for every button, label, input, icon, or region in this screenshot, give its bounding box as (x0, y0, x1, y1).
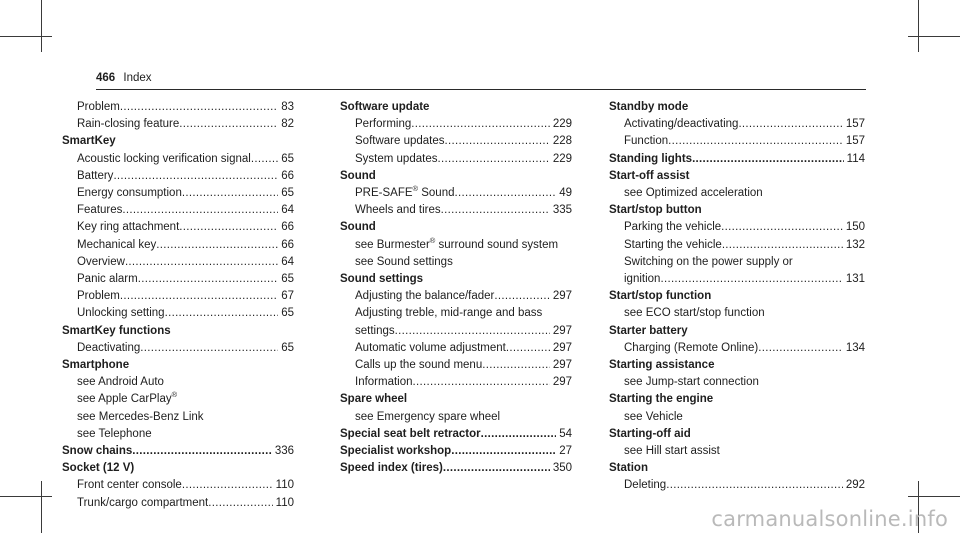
page-reference[interactable]: 66 (281, 238, 294, 251)
crop-mark (0, 496, 52, 497)
entry-text: Standing lights (609, 152, 693, 165)
index-subentry (340, 374, 572, 391)
index-subentry (609, 443, 865, 460)
index-subentry (62, 116, 294, 133)
index-subentry (62, 477, 294, 494)
dot-leader (182, 185, 278, 202)
index-subentry (609, 237, 865, 254)
page-reference[interactable]: 65 (281, 152, 294, 165)
page-reference[interactable]: 64 (281, 255, 294, 268)
page-title: Index (123, 72, 152, 84)
entry-text: Battery (77, 169, 114, 182)
entry-text: Panic alarm (77, 273, 138, 286)
entry-text: Front center console (77, 479, 182, 492)
header-rule (96, 89, 866, 90)
page-reference[interactable]: 150 (845, 221, 865, 234)
entry-text: Mechanical key (77, 238, 157, 251)
index-subentry (62, 168, 294, 185)
entry-text: ignition (624, 273, 661, 286)
entry-text: Activating/deactivating (624, 118, 739, 131)
dot-leader (140, 340, 278, 357)
entry-text: Information (355, 376, 413, 389)
entry-text: Starting the vehicle (624, 238, 722, 251)
entry-text: Spare wheel (340, 393, 408, 406)
dot-leader (125, 254, 278, 271)
index-heading (609, 202, 865, 219)
index-subentry (609, 219, 865, 236)
index-subentry (62, 288, 294, 305)
entry-text: Start/stop button (609, 204, 702, 217)
index-subentry (340, 305, 572, 322)
entry-text: Unlocking setting (77, 307, 165, 320)
entry-text: see Apple CarPlay® (77, 390, 178, 406)
index-heading (62, 323, 294, 340)
page-reference[interactable]: 82 (281, 118, 294, 131)
dot-leader (156, 237, 278, 254)
index-heading (609, 391, 865, 408)
index-heading (340, 426, 572, 443)
index-subentry (62, 374, 294, 391)
index-subentry (62, 99, 294, 116)
index-heading (62, 443, 294, 460)
dot-leader (437, 151, 549, 168)
entry-text: Snow chains (62, 445, 133, 458)
index-heading (340, 168, 572, 185)
dot-leader (251, 151, 278, 168)
index-subentry (62, 409, 294, 426)
index-heading (609, 288, 865, 305)
index-subentry (609, 340, 865, 357)
entry-text: see Vehicle (624, 410, 683, 423)
dot-leader (179, 116, 278, 133)
entry-text: Deleting (624, 479, 667, 492)
entry-text: Sound (340, 221, 376, 234)
index-column-1 (62, 99, 294, 512)
dot-leader (395, 323, 550, 340)
dot-leader (138, 271, 278, 288)
entry-text: Parking the vehicle (624, 221, 722, 234)
page-reference[interactable]: 297 (552, 341, 572, 354)
entry-text: Overview (77, 255, 125, 268)
page-reference[interactable]: 65 (281, 187, 294, 200)
page-number: 466 (96, 72, 116, 84)
page-reference[interactable]: 132 (845, 238, 865, 251)
page-reference[interactable]: 297 (552, 376, 572, 389)
page-reference[interactable]: 49 (559, 187, 572, 200)
index-subentry (340, 185, 572, 202)
entry-text: see ECO start/stop function (624, 307, 765, 320)
entry-text: Special seat belt retractor (340, 427, 481, 440)
entry-text: Performing (355, 118, 412, 131)
entry-text: Function (624, 135, 669, 148)
entry-text: Deactivating (77, 341, 141, 354)
index-subentry (62, 237, 294, 254)
entry-text: Sound settings (340, 273, 424, 286)
index-heading (340, 219, 572, 236)
page-reference[interactable]: 64 (281, 204, 294, 217)
dot-leader (455, 185, 557, 202)
index-heading (340, 99, 572, 116)
index-subentry (62, 185, 294, 202)
page-reference[interactable]: 229 (552, 118, 572, 131)
entry-text: Starting the engine (609, 393, 714, 406)
index-column-3 (609, 99, 865, 495)
page-reference[interactable]: 54 (559, 427, 572, 440)
page-reference[interactable]: 114 (846, 152, 865, 165)
page-reference[interactable]: 65 (281, 273, 294, 286)
entry-text: see Optimized acceleration (624, 187, 763, 200)
entry-text: Switching on the power supply or (624, 255, 793, 268)
dot-leader (182, 477, 273, 494)
index-subentry (62, 426, 294, 443)
index-subentry (62, 340, 294, 357)
dot-leader (506, 340, 550, 357)
crop-mark (41, 0, 42, 52)
index-subentry (62, 254, 294, 271)
page-reference[interactable]: 228 (552, 135, 572, 148)
dot-leader (481, 426, 557, 443)
watermark: carmanualsonline.info (711, 507, 948, 531)
entry-text: Rain-closing feature (77, 118, 180, 131)
crop-mark (908, 496, 960, 497)
dot-leader (660, 271, 842, 288)
index-heading (340, 460, 572, 477)
index-heading (609, 323, 865, 340)
dot-leader (451, 443, 556, 460)
entry-text: see Android Auto (77, 376, 164, 389)
page-reference[interactable]: 297 (552, 290, 572, 303)
page-reference[interactable]: 297 (552, 359, 572, 372)
page-reference[interactable]: 157 (845, 135, 865, 148)
entry-text: Key ring attachment (77, 221, 180, 234)
index-subentry (62, 271, 294, 288)
dot-leader (132, 443, 272, 460)
entry-text: Smartphone (62, 359, 130, 372)
page-reference[interactable]: 297 (552, 324, 572, 337)
dot-leader (668, 133, 843, 150)
index-subentry (62, 219, 294, 236)
entry-text: see Emergency spare wheel (355, 410, 501, 423)
index-subentry (340, 116, 572, 133)
index-column-2 (340, 99, 572, 477)
index-subentry (340, 323, 572, 340)
index-subentry (609, 116, 865, 133)
index-subentry (340, 288, 572, 305)
dot-leader (721, 219, 843, 236)
index-subentry (340, 151, 572, 168)
index-heading (609, 168, 865, 185)
dot-leader (692, 151, 844, 168)
entry-text: Specialist workshop (340, 445, 452, 458)
dot-leader (411, 116, 550, 133)
entry-text: PRE-SAFE® Sound (355, 184, 455, 200)
entry-text: see Jump-start connection (624, 376, 759, 389)
index-subentry (609, 185, 865, 202)
entry-text: Features (77, 204, 123, 217)
dot-leader (482, 357, 550, 374)
dot-leader (494, 288, 549, 305)
index-subentry (62, 391, 294, 408)
index-heading (609, 426, 865, 443)
entry-text: Energy consumption (77, 187, 182, 200)
entry-text: Adjusting treble, mid-range and bass (355, 307, 543, 320)
dot-leader (441, 202, 550, 219)
index-subentry (609, 477, 865, 494)
page-reference[interactable]: 157 (845, 118, 865, 131)
dot-leader (179, 219, 278, 236)
entry-text: Sound (340, 169, 376, 182)
index-subentry (609, 271, 865, 288)
dot-leader (113, 168, 278, 185)
dot-leader (208, 495, 272, 512)
entry-text: Acoustic locking verification signal (77, 152, 251, 165)
entry-text: Standby mode (609, 101, 689, 113)
crop-mark (908, 36, 960, 37)
page-reference[interactable]: 67 (281, 290, 294, 303)
page-reference[interactable]: 131 (845, 273, 865, 286)
entry-text: Station (609, 462, 648, 475)
page-reference[interactable]: 336 (274, 445, 294, 458)
page-reference[interactable]: 350 (552, 462, 572, 475)
index-subentry (609, 374, 865, 391)
index-heading (609, 99, 865, 116)
entry-text: Start-off assist (609, 169, 690, 182)
page-reference[interactable]: 83 (281, 101, 294, 113)
entry-text: Starter battery (609, 324, 688, 337)
dot-leader (666, 477, 843, 494)
entry-text: Software update (340, 101, 430, 113)
page-reference[interactable]: 292 (845, 479, 865, 492)
entry-text: Automatic volume adjustment (355, 341, 506, 354)
entry-text: Software updates (355, 135, 445, 148)
page-reference[interactable]: 229 (552, 152, 572, 165)
page-reference[interactable]: 110 (275, 479, 294, 492)
entry-text: SmartKey (62, 135, 116, 148)
entry-text: see Mercedes-Benz Link (77, 410, 204, 423)
index-subentry (340, 409, 572, 426)
crop-mark (918, 0, 919, 52)
dot-leader (758, 340, 843, 357)
entry-text: Starting-off aid (609, 427, 691, 440)
index-heading (340, 271, 572, 288)
index-subentry (340, 357, 572, 374)
dot-leader (443, 460, 550, 477)
dot-leader (165, 305, 279, 322)
entry-text: Wheels and tires (355, 204, 441, 217)
index-heading (609, 460, 865, 477)
index-subentry (609, 305, 865, 322)
dot-leader (413, 374, 550, 391)
entry-text: Speed index (tires) (340, 462, 443, 475)
page-reference[interactable]: 66 (281, 169, 294, 182)
dot-leader (120, 288, 278, 305)
index-subentry (340, 202, 572, 219)
index-subentry (62, 151, 294, 168)
index-heading (609, 357, 865, 374)
page-header (96, 72, 152, 84)
index-heading (62, 357, 294, 374)
dot-leader (445, 133, 550, 150)
entry-text: settings (355, 324, 395, 337)
entry-text: Charging (Remote Online) (624, 341, 759, 354)
entry-text: SmartKey functions (62, 324, 171, 337)
index-subentry (62, 305, 294, 322)
entry-text: Socket (12 V) (62, 462, 135, 475)
entry-text: Start/stop function (609, 290, 712, 303)
dot-leader (122, 202, 278, 219)
entry-text: see Sound settings (355, 255, 453, 268)
page-reference[interactable]: 65 (281, 341, 294, 354)
index-subentry (62, 202, 294, 219)
index-heading (340, 391, 572, 408)
entry-text: Problem (77, 101, 120, 113)
entry-text: System updates (355, 152, 438, 165)
index-heading (340, 443, 572, 460)
index-heading (609, 151, 865, 168)
page-reference[interactable]: 65 (281, 307, 294, 320)
page-reference[interactable]: 66 (281, 221, 294, 234)
index-subentry (609, 409, 865, 426)
page-reference[interactable]: 110 (275, 496, 294, 509)
index-subentry (62, 495, 294, 512)
dot-leader (120, 99, 278, 116)
crop-mark (41, 481, 42, 533)
index-subentry (340, 254, 572, 271)
dot-leader (738, 116, 842, 133)
crop-mark (0, 36, 52, 37)
entry-text: Adjusting the balance/fader (355, 290, 495, 303)
index-subentry (340, 340, 572, 357)
index-heading (62, 460, 294, 477)
index-subentry (609, 254, 865, 271)
entry-text: Problem (77, 290, 120, 303)
index-subentry (609, 133, 865, 150)
page-reference[interactable]: 134 (845, 341, 865, 354)
index-heading (62, 133, 294, 150)
dot-leader (722, 237, 843, 254)
entry-text: see Burmester® surround sound system (355, 235, 559, 251)
entry-text: see Hill start assist (624, 445, 720, 458)
entry-text: see Telephone (77, 427, 152, 440)
entry-text: Starting assistance (609, 359, 715, 372)
entry-text: Trunk/cargo compartment (77, 496, 209, 509)
entry-text: Calls up the sound menu (355, 359, 483, 372)
index-subentry (340, 237, 572, 254)
index-subentry (340, 133, 572, 150)
page-reference[interactable]: 335 (552, 204, 572, 217)
page-reference[interactable]: 27 (559, 445, 572, 458)
